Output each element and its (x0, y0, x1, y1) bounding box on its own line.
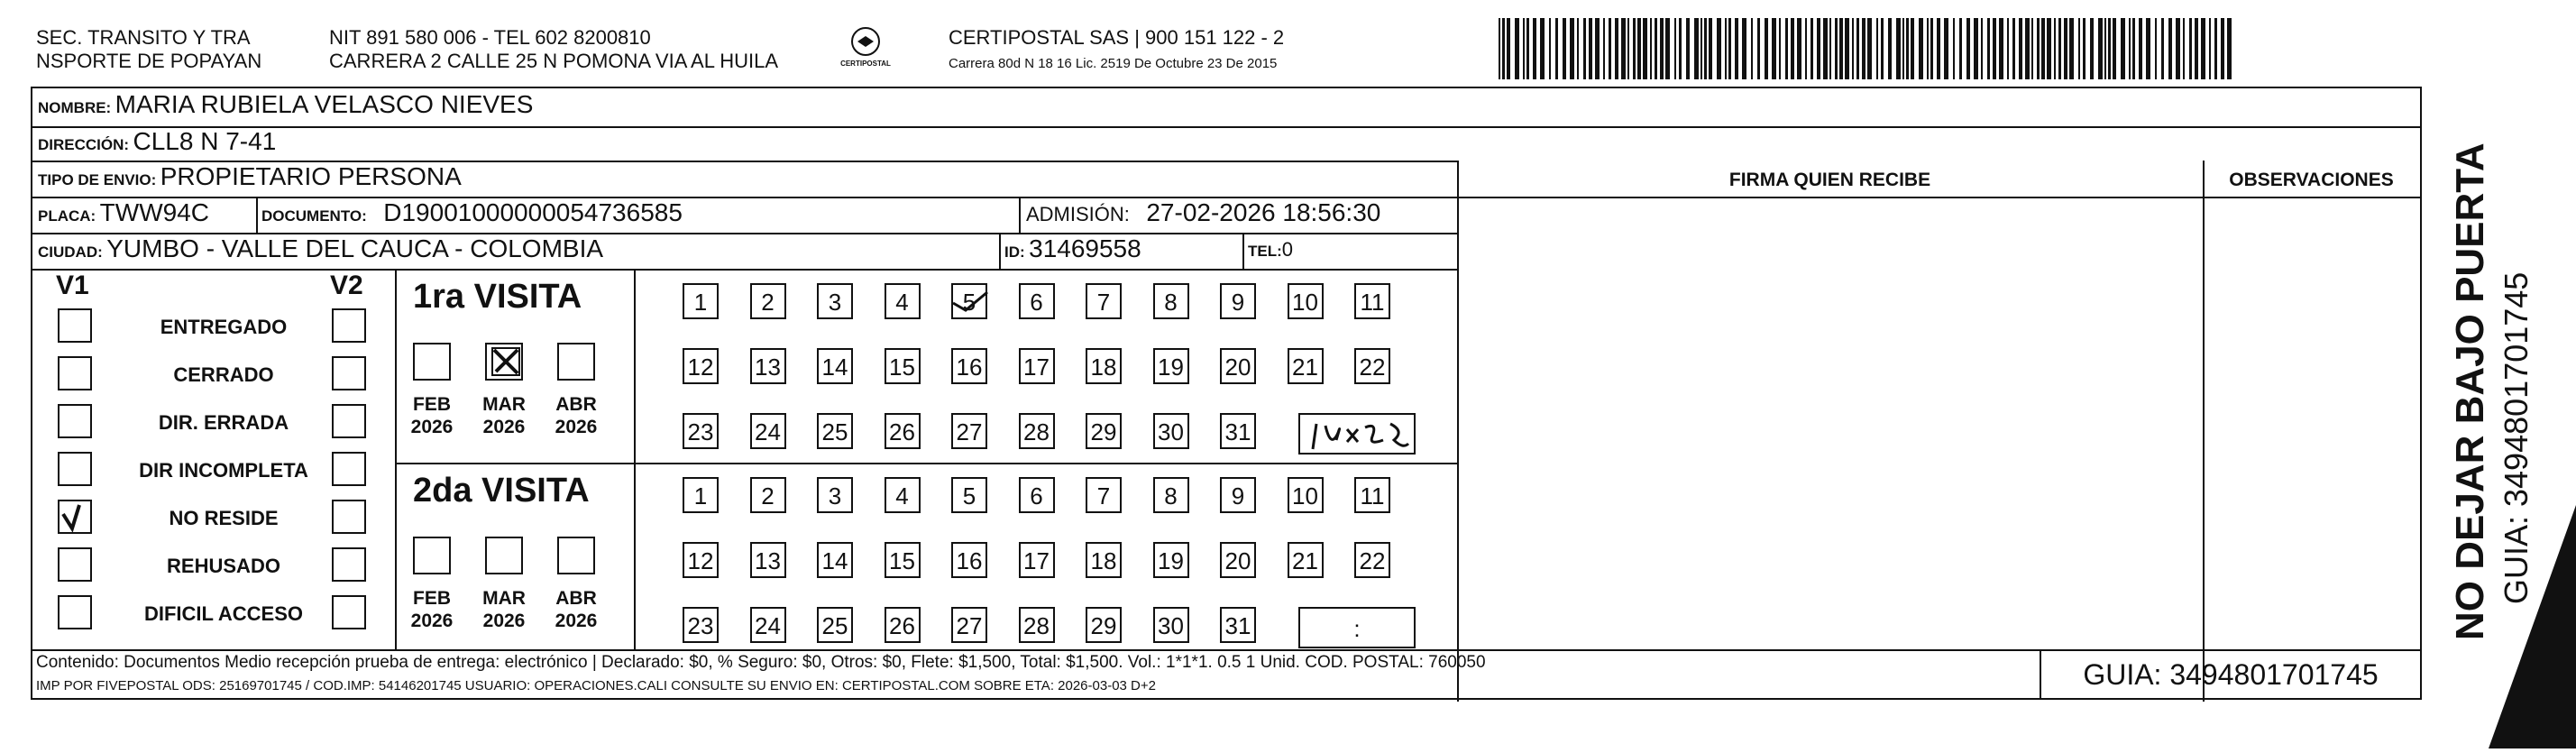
nombre-value: MARIA RUBIELA VELASCO NIEVES (115, 90, 534, 118)
status-label: DIFICIL ACCESO (143, 602, 303, 625)
barcode-bar (2069, 18, 2074, 79)
id-label: ID: (1004, 243, 1025, 261)
nombre-label: NOMBRE: (38, 99, 112, 116)
barcode-bar (1650, 18, 1652, 79)
barcode-bar (2007, 18, 2009, 79)
day-box[interactable]: 2 (750, 477, 786, 513)
barcode-bar (2139, 18, 2142, 79)
day-box[interactable]: 3 (817, 283, 853, 319)
barcode-bar (1896, 18, 1901, 79)
day-box[interactable]: 16 (951, 348, 987, 384)
barcode-bar (1862, 18, 1866, 79)
contenido-text: Contenido: Documentos Medio recepción prueba de entrega: electrónico | Declarado: $0, % Seguro: $0, Otros: $0, Flete: $1,500, Total: $1,500. Vol.: 1*1*1. 0.5 1 Unid. COD. POSTAL: 760050 (36, 653, 1486, 672)
ciudad-value: YUMBO - VALLE DEL CAUCA - COLOMBIA (106, 234, 604, 262)
status-v1-checkbox[interactable] (58, 308, 92, 343)
logo-text: CERTIPOSTAL (840, 60, 891, 68)
barcode-bar (1987, 18, 1990, 79)
barcode-bar (1981, 18, 1983, 79)
month-name: FEB (413, 588, 451, 609)
barcode-bar (1674, 18, 1676, 79)
tipo-envio-value: PROPIETARIO PERSONA (160, 162, 462, 190)
day-box[interactable]: 28 (1019, 607, 1055, 643)
barcode-bar (1999, 18, 2003, 79)
certipostal-logo (834, 22, 897, 76)
day-box[interactable]: 12 (683, 348, 719, 384)
day-box[interactable]: 18 (1086, 348, 1122, 384)
day-box[interactable]: 5 (951, 477, 987, 513)
barcode-bar (1609, 18, 1611, 79)
day-box[interactable]: 17 (1019, 542, 1055, 578)
barcode-bar (2132, 18, 2135, 79)
barcode-bar (1540, 18, 1545, 79)
month-checkbox[interactable] (413, 537, 451, 574)
barcode-bar (1823, 18, 1828, 79)
month-name: MAR (482, 394, 526, 415)
barcode-bar (2209, 18, 2211, 79)
barcode-bar (1779, 18, 1781, 79)
day-box[interactable]: 10 (1288, 283, 1324, 319)
barcode-bar (1526, 18, 1529, 79)
day-box[interactable]: 3 (817, 477, 853, 513)
day-box[interactable]: 5 (951, 283, 987, 319)
barcode-bar (2037, 18, 2040, 79)
day-box[interactable]: 21 (1288, 542, 1324, 578)
status-label: CERRADO (173, 363, 274, 386)
barcode-bar (2161, 18, 2164, 79)
day-box[interactable]: 15 (885, 348, 921, 384)
barcode-bar (2189, 18, 2192, 79)
time-box[interactable] (1298, 413, 1416, 455)
month-checkbox[interactable] (557, 343, 595, 381)
day-box[interactable]: 25 (817, 607, 853, 643)
status-v1-checkbox[interactable] (58, 356, 92, 390)
day-box[interactable]: 1 (683, 283, 719, 319)
barcode-bar (1655, 18, 1657, 79)
barcode-bar (1751, 18, 1753, 79)
status-label: REHUSADO (167, 555, 280, 577)
barcode-bar (1633, 18, 1636, 79)
day-box[interactable]: 20 (1220, 542, 1256, 578)
day-box[interactable]: 1 (683, 477, 719, 513)
day-box[interactable]: 25 (817, 413, 853, 449)
barcode-bar (2108, 18, 2111, 79)
footer-guia: GUIA: 3494801701745 (2083, 658, 2379, 691)
day-box[interactable]: 22 (1354, 348, 1390, 384)
day-box[interactable]: 19 (1153, 348, 1189, 384)
barcode-bar (1817, 18, 1820, 79)
barcode-bar (2058, 18, 2061, 79)
scan-edge (2489, 505, 2576, 748)
admision-label: ADMISIÓN: (1026, 203, 1130, 225)
barcode-bar (1665, 18, 1670, 79)
month-year: 2026 (555, 611, 598, 631)
month-year: 2026 (410, 611, 454, 631)
day-box[interactable]: 16 (951, 542, 987, 578)
visit-title: 2da VISITA (413, 472, 590, 510)
barcode-bar (1709, 18, 1712, 79)
barcode-bar (1589, 18, 1592, 79)
day-box[interactable]: 26 (885, 413, 921, 449)
barcode-bar (1717, 18, 1721, 79)
placa-field (38, 198, 209, 227)
day-box[interactable]: 12 (683, 542, 719, 578)
month-checkbox[interactable] (557, 537, 595, 574)
day-box[interactable]: 14 (817, 348, 853, 384)
visit-title: 1ra VISITA (413, 278, 582, 316)
barcode-bar (1785, 18, 1788, 79)
barcode-bar (1772, 18, 1776, 79)
barcode-bar (2183, 18, 2185, 79)
day-box[interactable]: 30 (1153, 607, 1189, 643)
barcode-bar (2019, 18, 2022, 79)
status-v1-checkbox[interactable] (58, 452, 92, 486)
barcode-bar (1757, 18, 1760, 79)
status-v1-checkbox[interactable] (58, 404, 92, 438)
barcode-bar (2054, 18, 2056, 79)
time-box[interactable]: : (1298, 607, 1416, 648)
admision-field (1026, 198, 1380, 227)
barcode-bar (1811, 18, 1813, 79)
placa-label: PLACA: (38, 207, 96, 225)
side-guia: GUIA: 3494801701745 (2498, 271, 2535, 604)
day-box[interactable]: 21 (1288, 348, 1324, 384)
barcode-bar (2195, 18, 2198, 79)
barcode-bar (2025, 18, 2030, 79)
day-box[interactable]: 13 (750, 542, 786, 578)
id-value: 31469558 (1029, 234, 1141, 262)
month-checkbox[interactable] (485, 343, 523, 381)
barcode-bar (1953, 18, 1955, 79)
admision-value: 27-02-2026 18:56:30 (1146, 198, 1381, 226)
day-box[interactable]: 23 (683, 413, 719, 449)
tel-field (1248, 238, 1293, 262)
day-box[interactable]: 19 (1153, 542, 1189, 578)
v1-label: V1 (56, 271, 89, 300)
barcode-bar (1627, 18, 1629, 79)
documento-label: DOCUMENTO: (261, 207, 367, 225)
status-v2-checkbox[interactable] (332, 500, 366, 534)
barcode-bar (2129, 18, 2131, 79)
tipo-envio-field (38, 162, 462, 191)
barcode-bar (1515, 18, 1519, 79)
barcode-bar (2176, 18, 2180, 79)
barcode-bar (2146, 18, 2150, 79)
barcode-bar (1507, 18, 1510, 79)
day-box[interactable]: 18 (1086, 542, 1122, 578)
month-name: FEB (413, 394, 451, 415)
barcode-bar (1937, 18, 1940, 79)
barcode-bar (2031, 18, 2033, 79)
barcode-bar (1595, 18, 1600, 79)
company-name: CERTIPOSTAL SAS | 900 151 122 - 2 (949, 26, 1285, 49)
day-box[interactable]: 11 (1354, 477, 1390, 513)
month-name: ABR (555, 394, 597, 415)
day-box[interactable]: 29 (1086, 413, 1122, 449)
barcode-bar (1927, 18, 1929, 79)
month-name: ABR (555, 588, 597, 609)
barcode-bar (2201, 18, 2205, 79)
barcode-bar (1615, 18, 1618, 79)
day-box[interactable]: 17 (1019, 348, 1055, 384)
barcode-bar (1906, 18, 1909, 79)
barcode-bar (1797, 18, 1801, 79)
barcode-bar (1577, 18, 1579, 79)
placa-value: TWW94C (99, 198, 209, 226)
day-box[interactable]: 9 (1220, 283, 1256, 319)
status-v2-checkbox[interactable] (332, 547, 366, 582)
status-v1-checkbox[interactable] (58, 547, 92, 582)
barcode-bar (1742, 18, 1746, 79)
status-v1-checkbox[interactable] (58, 500, 92, 534)
day-box[interactable]: 13 (750, 348, 786, 384)
status-v1-checkbox[interactable] (58, 595, 92, 629)
barcode-bar (1791, 18, 1794, 79)
direccion-field (38, 127, 276, 156)
barcode-bar (1704, 18, 1707, 79)
day-box[interactable]: 20 (1220, 348, 1256, 384)
barcode-bar (1930, 18, 1933, 79)
barcode-bar (1839, 18, 1843, 79)
barcode-bar (2121, 18, 2125, 79)
barcode-bar (2064, 18, 2067, 79)
day-box[interactable]: 9 (1220, 477, 1256, 513)
day-box[interactable]: 29 (1086, 607, 1122, 643)
barcode-bar (1735, 18, 1738, 79)
barcode-bar (2155, 18, 2157, 79)
status-v2-checkbox[interactable] (332, 452, 366, 486)
barcode-bar (1974, 18, 1978, 79)
warning-text: NO DEJAR BAJO PUERTA (2448, 142, 2492, 640)
barcode-bar (2078, 18, 2080, 79)
barcode-bar (1701, 18, 1702, 79)
id-field (1004, 234, 1141, 263)
day-box[interactable]: 23 (683, 607, 719, 643)
barcode-bar (1583, 18, 1586, 79)
day-box[interactable]: 8 (1153, 283, 1189, 319)
day-box[interactable]: 15 (885, 542, 921, 578)
day-box[interactable]: 30 (1153, 413, 1189, 449)
day-box[interactable]: 31 (1220, 607, 1256, 643)
day-box[interactable]: 6 (1019, 477, 1055, 513)
barcode-bar (1679, 18, 1682, 79)
day-box[interactable]: 28 (1019, 413, 1055, 449)
barcode-bar (1959, 18, 1962, 79)
tel-value: 0 (1281, 238, 1294, 261)
status-label: ENTREGADO (160, 316, 288, 338)
tel-label: TEL: (1248, 243, 1282, 260)
day-box[interactable]: 4 (885, 283, 921, 319)
day-box[interactable]: 11 (1354, 283, 1390, 319)
barcode-bar (2012, 18, 2015, 79)
barcode-bar (2047, 18, 2051, 79)
barcode-bar (1876, 18, 1878, 79)
barcode-bar (1725, 18, 1727, 79)
barcode-bar (1555, 18, 1558, 79)
sender-name-line1: SEC. TRANSITO Y TRA (36, 26, 251, 49)
barcode-bar (1502, 18, 1505, 79)
status-v2-checkbox[interactable] (332, 356, 366, 390)
barcode-bar (1835, 18, 1838, 79)
day-box[interactable]: 14 (817, 542, 853, 578)
barcode-bar (1919, 18, 1923, 79)
barcode-bar (1603, 18, 1605, 79)
status-label: DIR INCOMPLETA (139, 459, 308, 482)
nombre-field (38, 90, 533, 119)
day-box[interactable]: 6 (1019, 283, 1055, 319)
barcode-bar (1888, 18, 1892, 79)
ciudad-field (38, 234, 603, 263)
barcode-bar (2104, 18, 2106, 79)
barcode-bar (1570, 18, 1574, 79)
month-year: 2026 (482, 611, 526, 631)
v2-label: V2 (330, 271, 363, 300)
barcode-bar (2221, 18, 2224, 79)
barcode-bar (2227, 18, 2232, 79)
barcode-bar (1881, 18, 1884, 79)
ciudad-label: CIUDAD: (38, 243, 103, 261)
barcode-bar (1902, 18, 1904, 79)
month-year: 2026 (482, 417, 526, 437)
day-box[interactable]: 8 (1153, 477, 1189, 513)
day-box[interactable]: 22 (1354, 542, 1390, 578)
status-label: DIR. ERRADA (158, 411, 289, 434)
barcode-bar (2168, 18, 2172, 79)
barcode-bar (1523, 18, 1525, 79)
barcode-bar (1852, 18, 1854, 79)
sender-nit: NIT 891 580 006 - TEL 602 8200810 (329, 26, 651, 49)
barcode-bar (1911, 18, 1914, 79)
month-name: MAR (482, 588, 526, 609)
barcode-bar (1686, 18, 1690, 79)
barcode-bar (1694, 18, 1699, 79)
barcode-bar (1845, 18, 1849, 79)
firma-header: FIRMA QUIEN RECIBE (1728, 170, 1931, 190)
observaciones-header: OBSERVACIONES (2229, 170, 2394, 190)
barcode-bar (1549, 18, 1551, 79)
status-label: NO RESIDE (169, 507, 279, 529)
barcode-bar (1867, 18, 1872, 79)
barcode-bar (1621, 18, 1626, 79)
barcode-bar (1805, 18, 1807, 79)
day-box[interactable]: 26 (885, 607, 921, 643)
status-v2-checkbox[interactable] (332, 308, 366, 343)
month-checkbox[interactable] (413, 343, 451, 381)
day-box[interactable]: 27 (951, 607, 987, 643)
status-v2-checkbox[interactable] (332, 595, 366, 629)
barcode-bar (2098, 18, 2103, 79)
barcode-bar (1993, 18, 1996, 79)
barcode-bar (1856, 18, 1859, 79)
barcode-bar (1563, 18, 1566, 79)
documento-field (261, 198, 683, 227)
barcode (1497, 18, 2236, 79)
direccion-value: CLL8 N 7-41 (133, 127, 277, 155)
barcode-bar (2083, 18, 2086, 79)
barcode-bar (1765, 18, 1768, 79)
barcode-bar (2041, 18, 2045, 79)
sender-address: CARRERA 2 CALLE 25 N POMONA VIA AL HUILA (329, 50, 779, 72)
barcode-bar (1944, 18, 1948, 79)
month-year: 2026 (555, 417, 598, 437)
day-box[interactable]: 24 (750, 607, 786, 643)
day-box[interactable]: 2 (750, 283, 786, 319)
sender-name-line2: NSPORTE DE POPAYAN (36, 50, 262, 72)
barcode-bar (2113, 18, 2116, 79)
barcode-bar (2090, 18, 2094, 79)
barcode-bar (2214, 18, 2217, 79)
documento-value: D19001000000054736585 (383, 198, 683, 226)
imp-text: IMP POR FIVEPOSTAL ODS: 25169701745 / COD.IMP: 54146201745 USUARIO: OPERACIONES.CALI CONSULTE SU ENVIO EN: CERTIPOSTAL.COM SOBRE ETA: 2026-03-03 D+2 (36, 678, 1156, 693)
barcode-bar (1643, 18, 1647, 79)
barcode-bar (1728, 18, 1731, 79)
day-box[interactable]: 7 (1086, 283, 1122, 319)
direccion-label: DIRECCIÓN: (38, 136, 130, 153)
day-box[interactable]: 7 (1086, 477, 1122, 513)
day-box[interactable]: 4 (885, 477, 921, 513)
day-box[interactable]: 27 (951, 413, 987, 449)
day-box[interactable]: 24 (750, 413, 786, 449)
month-checkbox[interactable] (485, 537, 523, 574)
day-box[interactable]: 31 (1220, 413, 1256, 449)
barcode-bar (1660, 18, 1664, 79)
barcode-bar (1966, 18, 1970, 79)
status-v2-checkbox[interactable] (332, 404, 366, 438)
month-year: 2026 (410, 417, 454, 437)
company-license: Carrera 80d N 18 16 Lic. 2519 De Octubre 23 De 2015 (949, 56, 1278, 71)
barcode-bar (1637, 18, 1641, 79)
barcode-bar (1829, 18, 1831, 79)
barcode-bar (1533, 18, 1536, 79)
tipo-envio-label: TIPO DE ENVIO: (38, 171, 157, 188)
day-box[interactable]: 10 (1288, 477, 1324, 513)
barcode-bar (1499, 18, 1500, 79)
